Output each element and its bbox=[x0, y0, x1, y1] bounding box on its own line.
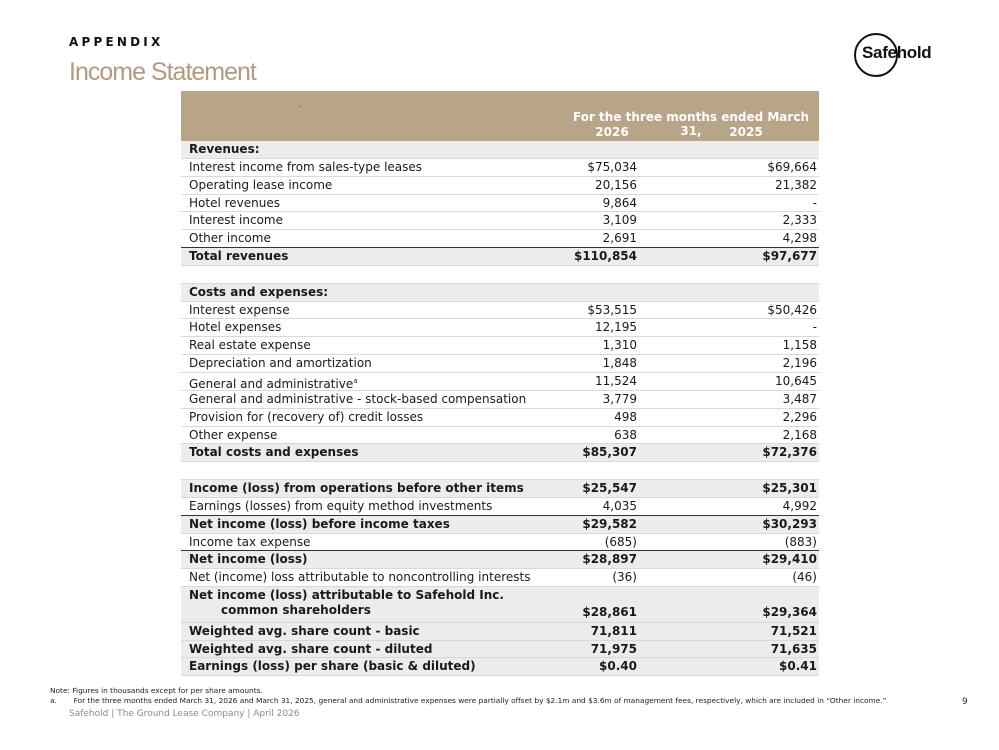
row-label: Total costs and expenses bbox=[189, 445, 359, 460]
row-label: Hotel expenses bbox=[189, 320, 282, 335]
table-row bbox=[181, 355, 819, 373]
value-2026: 4,035 bbox=[602, 498, 637, 513]
row-label: Net income (loss) attributable to Safehold Inc. common shareholders bbox=[189, 588, 504, 618]
year-2025-header: 2025 bbox=[729, 125, 763, 139]
page-title: Income Statement bbox=[69, 58, 256, 86]
value-2026: 71,811 bbox=[590, 623, 637, 638]
row-label: Operating lease income bbox=[189, 177, 333, 192]
value-2026: 9,864 bbox=[602, 195, 637, 210]
table-row bbox=[181, 551, 819, 569]
section-label: APPENDIX bbox=[69, 35, 164, 49]
value-2026: (36) bbox=[612, 570, 637, 585]
value-2025: (883) bbox=[784, 534, 817, 549]
value-2026: $28,861 bbox=[582, 605, 637, 620]
table-row bbox=[181, 480, 819, 498]
row-label: Net income (loss) before income taxes bbox=[189, 516, 450, 531]
row-label: Interest income from sales-type leases bbox=[189, 159, 423, 174]
figures-note: Note: Figures in thousands except for per share amounts. bbox=[50, 686, 263, 695]
value-2026: 2,691 bbox=[602, 231, 637, 246]
table-row bbox=[181, 248, 819, 266]
row-label: Net (income) loss attributable to noncontrolling interests bbox=[189, 570, 531, 585]
value-2025: 1,158 bbox=[782, 338, 817, 353]
value-2025: 4,992 bbox=[782, 498, 817, 513]
value-2026: (685) bbox=[604, 534, 637, 549]
table-row bbox=[181, 516, 819, 534]
row-label: Provision for (recovery of) credit losses bbox=[189, 409, 424, 424]
value-2026: $25,547 bbox=[582, 481, 637, 496]
row-label: Hotel revenues bbox=[189, 195, 280, 210]
header-dot: . bbox=[299, 100, 302, 109]
value-2025: $29,364 bbox=[762, 605, 817, 620]
value-2026: 11,524 bbox=[595, 373, 637, 388]
table-row bbox=[181, 373, 819, 391]
table-body bbox=[181, 141, 819, 676]
value-2025: - bbox=[812, 195, 817, 210]
row-label: Interest income bbox=[189, 213, 284, 228]
table-row bbox=[181, 569, 819, 587]
table-row bbox=[181, 391, 819, 409]
footnote-a bbox=[50, 696, 886, 706]
value-2025: (46) bbox=[792, 570, 817, 585]
value-2025: $30,293 bbox=[762, 516, 817, 531]
row-label: Real estate expense bbox=[189, 338, 311, 353]
row-label: Total revenues bbox=[189, 249, 289, 264]
value-2025: 71,521 bbox=[770, 623, 817, 638]
table-row bbox=[181, 658, 819, 676]
value-2025: 3,487 bbox=[782, 391, 817, 406]
table-row bbox=[181, 444, 819, 462]
table-row bbox=[181, 141, 819, 159]
table-row bbox=[181, 409, 819, 427]
footnotes bbox=[50, 686, 886, 706]
period-label: For the three months ended March 31, bbox=[573, 110, 809, 138]
row-label: Revenues: bbox=[189, 142, 260, 156]
table-row bbox=[181, 159, 819, 177]
table-row bbox=[181, 587, 819, 623]
table-row bbox=[181, 337, 819, 355]
table-row bbox=[181, 230, 819, 248]
row-label: Net income (loss) bbox=[189, 552, 308, 567]
value-2025: 10,645 bbox=[775, 373, 817, 388]
value-2026: $28,897 bbox=[582, 552, 637, 567]
row-label: Income tax expense bbox=[189, 534, 311, 549]
value-2026: 20,156 bbox=[595, 177, 637, 192]
table-row bbox=[181, 623, 819, 641]
page-number: 9 bbox=[962, 697, 968, 707]
row-label: Interest expense bbox=[189, 302, 290, 317]
row-label: Weighted avg. share count - diluted bbox=[189, 641, 433, 656]
value-2025: $72,376 bbox=[762, 445, 817, 460]
row-label: Other income bbox=[189, 231, 271, 246]
value-2026: 638 bbox=[614, 427, 637, 442]
value-2025: $50,426 bbox=[767, 302, 817, 317]
table-row bbox=[181, 284, 819, 302]
value-2026: 71,975 bbox=[590, 641, 637, 656]
company-logo bbox=[854, 33, 948, 79]
spacer-row bbox=[181, 266, 819, 284]
value-2026: $0.40 bbox=[599, 659, 637, 674]
value-2025: $97,677 bbox=[762, 249, 817, 264]
value-2025: 2,333 bbox=[782, 213, 817, 228]
value-2025: - bbox=[812, 320, 817, 335]
row-label: Costs and expenses: bbox=[189, 284, 329, 299]
income-statement-table bbox=[181, 91, 819, 676]
row-label: Earnings (loss) per share (basic & diluted) bbox=[189, 659, 476, 674]
row-label: Income (loss) from operations before other items bbox=[189, 481, 524, 496]
value-2026: 3,109 bbox=[602, 213, 637, 228]
table-row bbox=[181, 319, 819, 337]
table-row bbox=[181, 302, 819, 320]
footnote-a-marker: a. bbox=[50, 696, 57, 705]
row-label: General and administrative - stock-based compensation bbox=[189, 391, 527, 406]
row-label: Other expense bbox=[189, 427, 278, 442]
table-row bbox=[181, 641, 819, 659]
footer-text: Safehold | The Ground Lease Company | April 2026 bbox=[69, 709, 300, 719]
value-2025: 4,298 bbox=[782, 231, 817, 246]
table-row bbox=[181, 177, 819, 195]
value-2025: $25,301 bbox=[762, 481, 817, 496]
value-2026: $110,854 bbox=[573, 249, 637, 264]
year-2026-header: 2026 bbox=[595, 125, 629, 139]
spacer-row bbox=[181, 462, 819, 480]
value-2025: $0.41 bbox=[779, 659, 817, 674]
value-2025: $69,664 bbox=[767, 159, 817, 174]
value-2025: $29,410 bbox=[762, 552, 817, 567]
table-row bbox=[181, 195, 819, 213]
footnote-a-text: For the three months ended March 31, 2026 and March 31, 2025, general and administrative expenses were partially offset by $2.1m and $3.6m of management fees, respectively, which are included in “Other income.” bbox=[73, 696, 887, 705]
value-2026: 3,779 bbox=[602, 391, 637, 406]
table-row bbox=[181, 534, 819, 552]
logo-text: Safehold bbox=[862, 43, 932, 62]
table-row bbox=[181, 498, 819, 516]
value-2026: $75,034 bbox=[587, 159, 637, 174]
value-2025: 2,196 bbox=[782, 356, 817, 371]
row-label: Depreciation and amortization bbox=[189, 356, 372, 371]
table-row bbox=[181, 212, 819, 230]
value-2026: $85,307 bbox=[582, 445, 637, 460]
value-2026: 1,848 bbox=[602, 356, 637, 371]
value-2026: 498 bbox=[614, 409, 637, 424]
row-label: Earnings (losses) from equity method investments bbox=[189, 498, 493, 513]
value-2026: 1,310 bbox=[602, 338, 637, 353]
table-header bbox=[181, 91, 819, 141]
row-label: Weighted avg. share count - basic bbox=[189, 623, 420, 638]
value-2026: $53,515 bbox=[587, 302, 637, 317]
value-2025: 71,635 bbox=[770, 641, 817, 656]
value-2026: 12,195 bbox=[595, 320, 637, 335]
value-2026: $29,582 bbox=[582, 516, 637, 531]
row-label: General and administrative$^a$ bbox=[189, 376, 358, 391]
footnote-marker: a bbox=[353, 376, 358, 385]
value-2025: 2,296 bbox=[782, 409, 817, 424]
value-2025: 2,168 bbox=[782, 427, 817, 442]
value-2025: 21,382 bbox=[775, 177, 817, 192]
table-row bbox=[181, 427, 819, 445]
